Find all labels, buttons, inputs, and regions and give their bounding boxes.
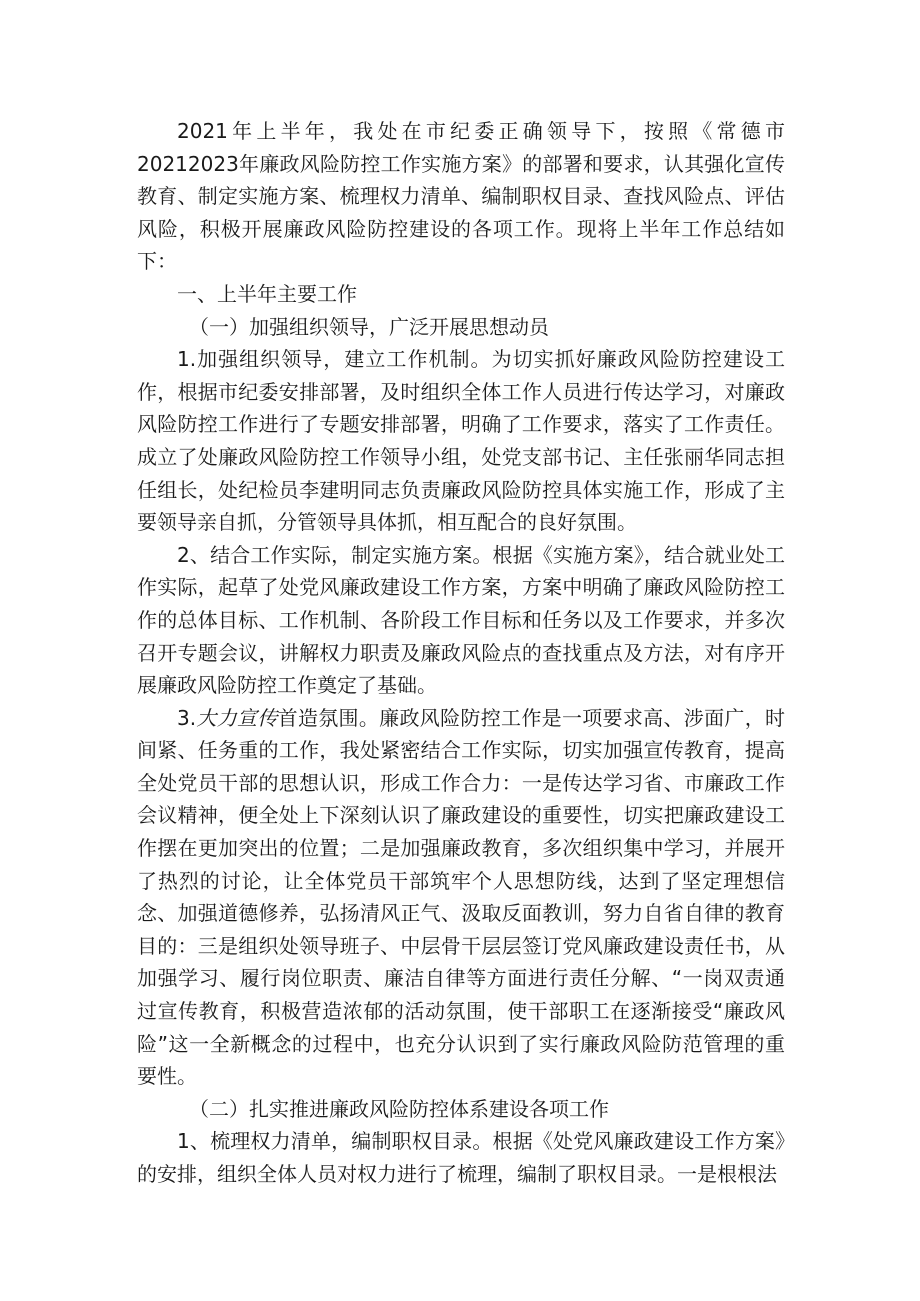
item-3-number: 3.: [177, 705, 197, 730]
document-body: [137, 115, 785, 1191]
subsection-heading-system-building: （二）扎实推进廉政风险防控体系建设各项工作: [189, 1096, 609, 1121]
item-3-text: 首造氛围。廉政风险防控工作是一项要求高、涉面广，时间紧、任务重的工作，我处紧密结合工作实际，切实加强宣传教育，提高全处党员干部的思想认识，形成工作合力：一是传达学习省、市廉政工作会议精神，便全处上下深刻认识了廉政建设的重要性，切实把廉政建设工作摆在更加突出的位置；二是加强廉政教育，多次组织集中学习，并展开了热烈的讨论，让全体党员干部筑牢个人思想防线，达到了坚定理想信念、加强道德修养，弘扬清风正气、汲取反面教训，努力自省自律的教育目的：三是组织处领导班子、中层骨干层层签订党风廉政建设责任书，从加强学习、履行岗位职责、廉洁自律等方面进行责任分解、“一岗双责通过宣传教育，积极营造浓郁的活动氛围，使干部职工在逐渐接受“廉政风险”这一全新概念的过程中，也充分认识到了实行廉政风险防范管理的重要性。: [137, 705, 786, 1089]
section-heading-main-work: 一、上半年主要工作: [177, 281, 357, 306]
paragraph-item-4: 1、梳理权力清单，编制职权目录。根据《处党风廉政建设工作方案》的安排，组织全体人员对权力进行了梳理，编制了职权目录。一是根根法: [137, 1129, 785, 1186]
paragraph-item-2: 2、结合工作实际，制定实施方案。根据《实施方案》，结合就业处工作实际，起草了处党风廉政建设工作方案，方案中明确了廉政风险防控工作的总体目标、工作机制、各阶段工作目标和任务以及工作要求，并多次召开专题会议，讲解权力职责及廉政风险点的查找重点及方法，对有序开展廉政风险防控工作奠定了基础。: [137, 542, 785, 698]
paragraph-item-3: [137, 702, 785, 1093]
subsection-heading-organization: （一）加强组织领导，广泛开展思想动员: [189, 314, 549, 339]
item-3-italic-phrase: 大力宣传: [196, 705, 278, 730]
intro-paragraph: 2021年上半年，我处在市纪委正确领导下，按照《常德市20212023年廉政风险防控工作实施方案》的部署和要求，认其强化宣传教育、制定实施方案、梳理权力清单、编制职权目录、查找风险点、评估风险，积极开展廉政风险防控建设的各项工作。现将上半年工作总结如下：: [137, 119, 785, 274]
paragraph-item-1: 1.加强组织领导，建立工作机制。为切实抓好廉政风险防控建设工作，根据市纪委安排部署，及时组织全体工作人员进行传达学习，对廉政风险防控工作进行了专题安排部署，明确了工作要求，落实了工作责任。成立了处廉政风险防控工作领导小组，处党支部书记、主任张丽华同志担任组长，处纪检员李建明同志负责廉政风险防控具体实施工作，形成了主要领导亲自抓，分管领导具体抓，相互配合的良好氛围。: [137, 347, 785, 535]
